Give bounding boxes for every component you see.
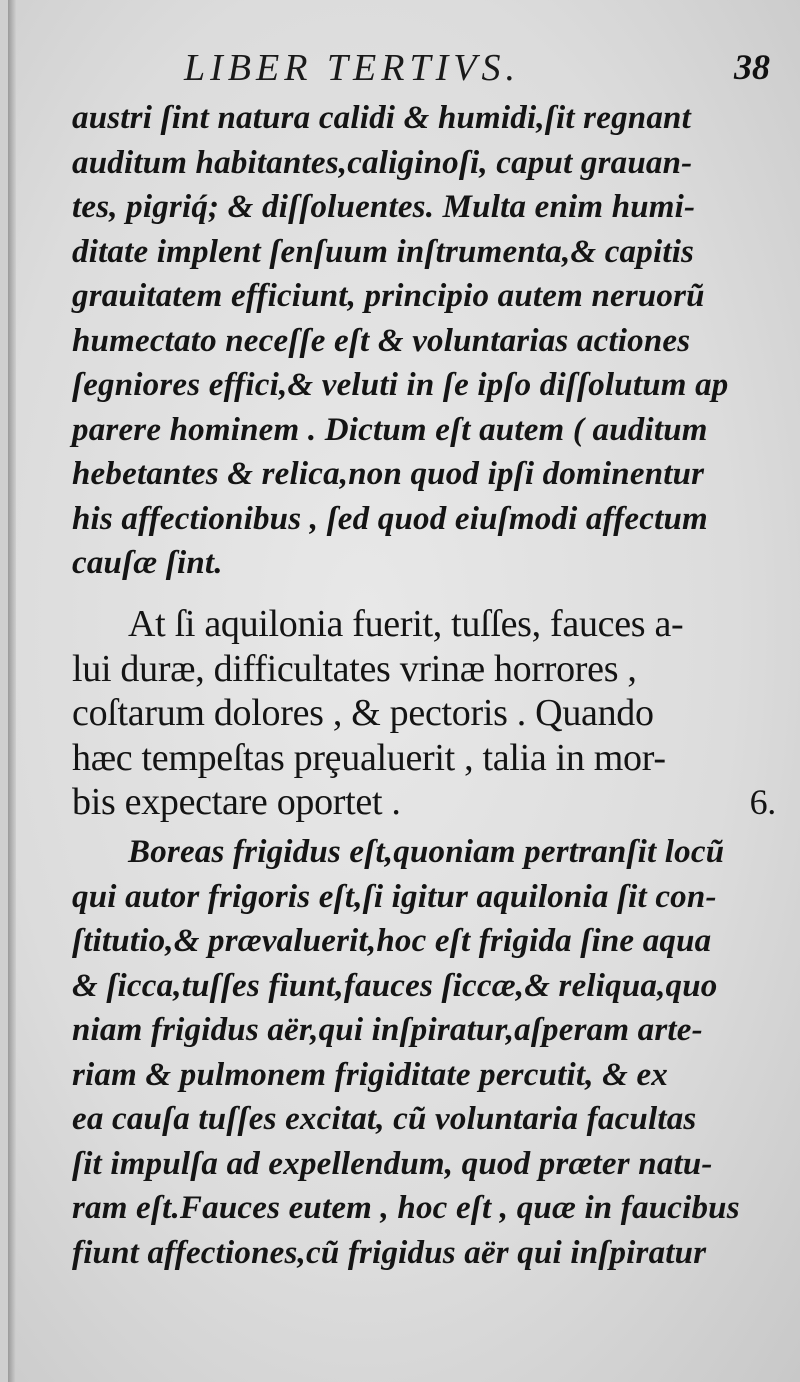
text-line-with-number — [72, 780, 776, 825]
text-line: niam frigidus aër,qui inſpiratur,aſperam arte- — [72, 1012, 703, 1048]
text-line: ſit impulſa ad expellendum, quod præter natu- — [72, 1145, 713, 1182]
text-line: riam & pulmonem frigiditate percutit, & ex — [72, 1056, 668, 1093]
text-line: his affectionibus , ſed quod eiuſmodi affectum — [72, 500, 708, 537]
text-line: bis expectare oportet . — [72, 781, 401, 823]
aphorism-paragraph — [72, 602, 776, 825]
text-line: grauitatem efficiunt, principio autem neruorũ — [72, 278, 705, 314]
text-line: Boreas frigidus eſt,quoniam pertranſit locũ — [128, 834, 725, 870]
text-line: fiunt affectiones,cũ frigidus aër qui inſpiratur — [72, 1234, 707, 1271]
text-line: coſtarum dolores , & pectoris . Quando — [72, 692, 654, 734]
text-line: ea cauſa tuſſes excitat, cũ voluntaria facultas — [72, 1101, 697, 1137]
section-number: 6. — [749, 782, 776, 822]
text-line: ſtitutio,& prævaluerit,hoc eſt frigida ſine aqua — [72, 923, 712, 959]
text-line: tes, pigriq́; & diſſoluentes. Multa enim humi- — [72, 189, 696, 225]
text-line: parere hominem . Dictum eſt autem ( auditum — [72, 411, 708, 448]
text-line: At ſi aquilonia fuerit, tuſſes, fauces a- — [128, 603, 684, 645]
text-line: auditum habitantes,caliginoſi, caput grauan- — [72, 144, 693, 181]
text-line: lui duræ, difficultates vrinæ horrores , — [72, 647, 637, 690]
text-line: ram eſt.Fauces eutem , hoc eſt , quæ in faucibus — [72, 1190, 740, 1226]
commentary-paragraph-1 — [72, 96, 772, 586]
text-line: cauſæ ſint. — [72, 545, 223, 581]
text-line: hæc tempeſtas prȩualuerit , talia in mor- — [72, 736, 666, 779]
text-line: austri ſint natura calidi & humidi,ſit regnant — [72, 100, 691, 136]
text-line: humectato neceſſe eſt & voluntarias actiones — [72, 322, 691, 359]
text-line: qui autor frigoris eſt,ſi igitur aquilonia ſit con- — [72, 878, 717, 915]
page-number: 38 — [734, 47, 770, 87]
page-header — [8, 40, 800, 94]
page-gutter-shadow — [8, 0, 16, 1382]
running-head: LIBER TERTIVS. — [184, 47, 520, 89]
commentary-paragraph-2 — [72, 830, 772, 1275]
book-page — [8, 0, 800, 1382]
text-line: & ſicca,tuſſes fiunt,fauces ſiccæ,& reliqua,quo — [72, 967, 718, 1004]
text-line: ſegniores effici,& veluti in ſe ipſo diſſolutum ap — [72, 367, 729, 403]
text-line: hebetantes & relica,non quod ipſi dominentur — [72, 456, 705, 492]
text-line: ditate implent ſenſuum inſtrumenta,& capitis — [72, 233, 695, 270]
